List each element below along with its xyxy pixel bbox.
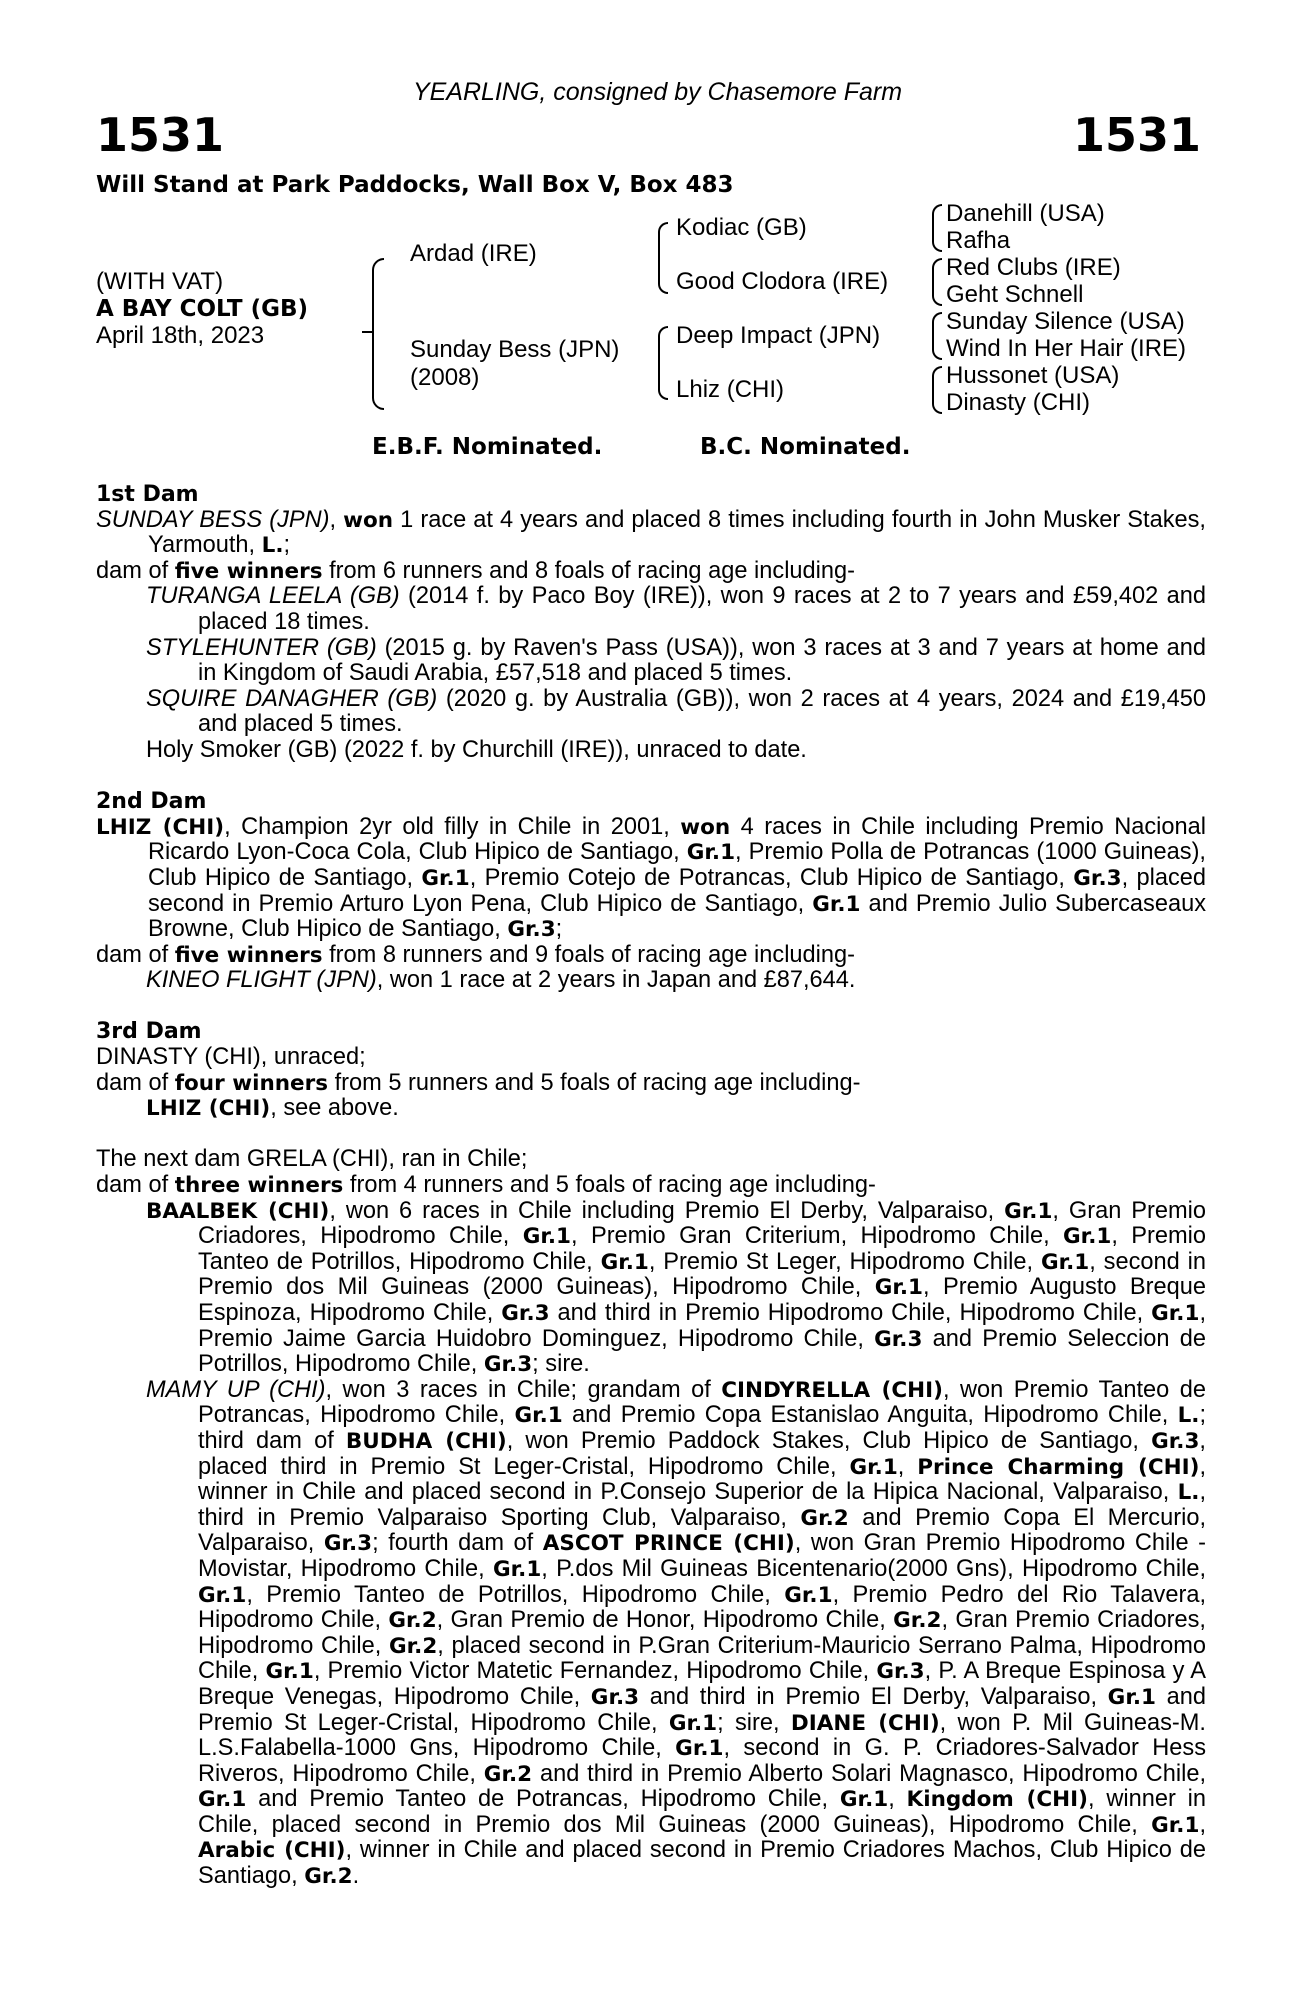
brace-main-tip xyxy=(362,331,372,333)
sdd: Geht Schnell xyxy=(946,281,1084,308)
stand-location: Will Stand at Park Paddocks, Wall Box V, Box 483 xyxy=(96,172,734,198)
dss: Sunday Silence (USA) xyxy=(946,308,1185,335)
produce-item-mamy-up: MAMY UP (CHI), won 3 races in Chile; grandam of CINDYRELLA (CHI), won Premio Tanteo de Potrancas, Hipodromo Chile, Gr.1 and Premio Copa Estanislao Anguita, Hipodromo Chile, L.; third dam of BUDHA (CHI), won Premio Paddock Stakes, Club Hipico de Santiago, Gr.3, placed third in Premio St Leger-Cristal, Hipodromo Chile, Gr.1, Prince Charming (CHI), winner in Chile and placed second in P.Consejo Superior de la Hipica Nacional, Valparaiso, L., third in Premio Valparaiso Sporting Club, Valparaiso, Gr.2 and Premio Copa El Mercurio, Valparaiso, Gr.3; fourth dam of ASCOT PRINCE (CHI), won Gran Premio Hipodromo Chile - Movistar, Hipodromo Chile, Gr.1, P.dos Mil Guineas Bicentenario(2000 Gns), Hipodromo Chile, Gr.1, Premio Tanteo de Potrillos, Hipodromo Chile, Gr.1, Premio Pedro del Rio Talavera, Hipodromo Chile, Gr.2, Gran Premio de Honor, Hipodromo Chile, Gr.2, Gran Premio Criadores, Hipodromo Chile, Gr.2, placed second in P.Gran Criterium-Mauricio Serrano Palma, Hipodromo Chile, Gr.1, Premio Victor Matetic Fernandez, Hipodromo Chile, Gr.3, P. A Breque Espinosa y A Breque Venegas, Hipodromo Chile, Gr.3 and third in Premio El Derby, Valparaiso, Gr.1 and Premio St Leger-Cristal, Hipodromo Chile, Gr.1; sire, DIANE (CHI), won P. Mil Guineas-M. L.S.Falabella-1000 Gns, Hipodromo Chile, Gr.1, second in G. P. Criadores-Salvador Hess Riveros, Hipodromo Chile, Gr.2 and third in Premio Alberto Solari Magnasco, Hipodromo Chile, Gr.1 and Premio Tanteo de Potrancas, Hipodromo Chile, Gr.1, Kingdom (CHI), winner in Chile, placed second in Premio dos Mil Guineas (2000 Guineas), Hipodromo Chile, Gr.1, Arabic (CHI), winner in Chile and placed second in Premio Criadores Machos, Club Hipico de Santiago, Gr.2. xyxy=(146,1376,1207,1890)
brace-dam xyxy=(658,326,668,400)
first-dam-heading: 1st Dam xyxy=(96,482,199,507)
sire-dam: Good Clodora (IRE) xyxy=(676,268,889,295)
sss: Danehill (USA) xyxy=(946,200,1105,227)
brace-dd xyxy=(932,366,942,414)
third-dam-produce-summary: dam of four winners from 5 runners and 5 foals of racing age including- xyxy=(96,1069,861,1096)
second-dam-produce-summary: dam of five winners from 8 runners and 9 foals of racing age including- xyxy=(96,941,856,968)
dsd: Wind In Her Hair (IRE) xyxy=(946,335,1187,362)
second-dam-heading: 2nd Dam xyxy=(96,789,207,815)
consignor-line: YEARLING, consigned by Chasemore Farm xyxy=(412,78,903,106)
vat-note: (WITH VAT) xyxy=(96,268,224,295)
foaled-date: April 18th, 2023 xyxy=(96,322,265,349)
dam-year: (2008) xyxy=(410,364,480,391)
brace-ds xyxy=(932,312,942,360)
brace-main xyxy=(372,258,384,410)
lot-number-left: 1531 xyxy=(96,108,225,162)
catalogue-body xyxy=(96,482,1206,1890)
colt-name: A BAY COLT (GB) xyxy=(96,296,309,322)
produce-item: KINEO FLIGHT (JPN), won 1 race at 2 years in Japan and £87,644. xyxy=(146,967,856,994)
bc-nominated: B.C. Nominated. xyxy=(700,434,911,460)
brace-ss xyxy=(932,204,942,252)
dam-name: Sunday Bess (JPN) xyxy=(410,336,620,363)
first-dam-produce-summary: dam of five winners from 6 runners and 8 foals of racing age including- xyxy=(96,557,856,584)
produce-item: LHIZ (CHI), see above. xyxy=(146,1095,399,1122)
produce-item: TURANGA LEELA (GB) (2014 f. by Paco Boy (IRE)), won 9 races at 2 to 7 years and £59,402 and placed 18 times. xyxy=(146,583,1206,635)
produce-item: SQUIRE DANAGHER (GB) (2020 g. by Australia (GB)), won 2 races at 4 years, 2024 and £19,450 and placed 5 times. xyxy=(146,685,1207,738)
brace-sd xyxy=(932,258,942,306)
brace-sire xyxy=(658,222,668,294)
third-dam-entry: DINASTY (CHI), unraced; xyxy=(96,1044,366,1071)
first-dam-entry: SUNDAY BESS (JPN), won 1 race at 4 years and placed 8 times including fourth in John Musker Stakes, Yarmouth, L.; xyxy=(96,506,1206,559)
dam-dam: Lhiz (CHI) xyxy=(676,376,785,403)
sire-name: Ardad (IRE) xyxy=(410,240,537,267)
lot-number-right: 1531 xyxy=(1072,108,1201,162)
second-dam-entry: LHIZ (CHI), Champion 2yr old filly in Chile in 2001, won 4 races in Chile including Premio Nacional Ricardo Lyon-Coca Cola, Club Hipico de Santiago, Gr.1, Premio Polla de Potrancas (1000 Guineas), Club Hipico de Santiago, Gr.1, Premio Cotejo de Potrancas, Club Hipico de Santiago, Gr.3, placed second in Premio Arturo Lyon Pena, Club Hipico de Santiago, Gr.1 and Premio Julio Subercaseaux Browne, Club Hipico de Santiago, Gr.3; xyxy=(96,813,1206,943)
ssd: Rafha xyxy=(946,227,1011,254)
dds: Hussonet (USA) xyxy=(946,362,1120,389)
first-dam-name: SUNDAY BESS (JPN) xyxy=(96,506,330,533)
third-dam-heading: 3rd Dam xyxy=(96,1019,202,1045)
fourth-dam-entry: The next dam GRELA (CHI), ran in Chile; xyxy=(96,1146,528,1173)
produce-item-baalbek: BAALBEK (CHI), won 6 races in Chile including Premio El Derby, Valparaiso, Gr.1, Gran Premio Criadores, Hipodromo Chile, Gr.1, Premio Gran Criterium, Hipodromo Chile, Gr.1, Premio Tanteo de Potrillos, Hipodromo Chile, Gr.1, Premio St Leger, Hipodromo Chile, Gr.1, second in Premio dos Mil Guineas (2000 Guineas), Hipodromo Chile, Gr.1, Premio Augusto Breque Espinoza, Hipodromo Chile, Gr.3 and third in Premio Hipodromo Chile, Hipodromo Chile, Gr.1, Premio Jaime Garcia Huidobro Dominguez, Hipodromo Chile, Gr.3 and Premio Seleccion de Potrillos, Hipodromo Chile, Gr.3; sire. xyxy=(146,1197,1206,1378)
fourth-dam-produce-summary: dam of three winners from 4 runners and 5 foals of racing age including- xyxy=(96,1172,876,1199)
produce-item: STYLEHUNTER (GB) (2015 g. by Raven's Pass (USA)), won 3 races at 3 and 7 years at home and in Kingdom of Saudi Arabia, £57,518 and placed 5 times. xyxy=(146,634,1207,687)
ddd: Dinasty (CHI) xyxy=(946,389,1091,416)
dam-sire: Deep Impact (JPN) xyxy=(676,322,881,349)
ebf-nominated: E.B.F. Nominated. xyxy=(372,434,603,460)
sds: Red Clubs (IRE) xyxy=(946,254,1121,281)
produce-item: Holy Smoker (GB) (2022 f. by Churchill (IRE)), unraced to date. xyxy=(146,736,807,763)
sire-sire: Kodiac (GB) xyxy=(676,214,807,241)
